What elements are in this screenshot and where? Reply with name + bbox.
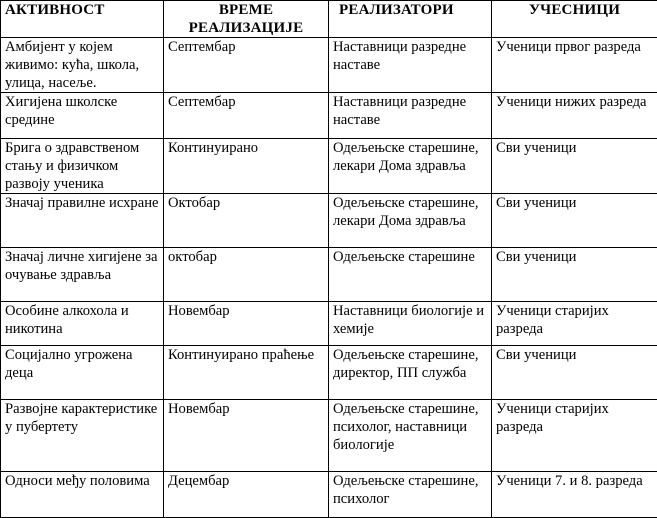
cell-implementers: Наставници биологије и хемије (329, 302, 492, 346)
header-participants: УЧЕСНИЦИ (492, 1, 657, 38)
cell-implementers: Одељењске старешине, психолог, наставници биологије (329, 400, 492, 472)
cell-implementers: Одељењске старешине, лекари Дома здравља (329, 194, 492, 248)
header-time: ВРЕМЕ РЕАЛИЗАЦИЈЕ (164, 1, 329, 38)
table-row (1, 139, 657, 194)
header-implementers: РЕАЛИЗАТОРИ (329, 1, 492, 38)
cell-implementers: Наставници разредне наставе (329, 93, 492, 139)
cell-participants: Сви ученици (492, 248, 657, 302)
cell-participants: Ученици нижих разреда (492, 93, 657, 139)
cell-time: Континуирано (164, 139, 329, 194)
table-row (1, 302, 657, 346)
cell-participants: Сви ученици (492, 139, 657, 194)
cell-time: Септембар (164, 38, 329, 93)
cell-activity: Хигијена школске средине (1, 93, 164, 139)
cell-participants: Сви ученици (492, 346, 657, 400)
cell-time: Децембар (164, 472, 329, 518)
cell-activity: Развојне карактеристике у пубертету (1, 400, 164, 472)
cell-implementers: Одељењске старешине, директор, ПП служба (329, 346, 492, 400)
cell-time: Октобар (164, 194, 329, 248)
cell-participants: Ученици првог разреда (492, 38, 657, 93)
table-row (1, 93, 657, 139)
cell-participants: Ученици старијих разреда (492, 400, 657, 472)
cell-activity: Особине алкохола и никотина (1, 302, 164, 346)
cell-time: Септембар (164, 93, 329, 139)
cell-time: Новембар (164, 400, 329, 472)
cell-activity: Социјално угрожена деца (1, 346, 164, 400)
cell-implementers: Одељењске старешине, психолог (329, 472, 492, 518)
table-body (1, 38, 657, 518)
cell-activity: Односи међу половима (1, 472, 164, 518)
table-row (1, 472, 657, 518)
cell-implementers: Наставници разредне наставе (329, 38, 492, 93)
header-activity: АКТИВНОСТ (1, 1, 164, 38)
cell-implementers: Одељењске старешине, лекари Дома здравља (329, 139, 492, 194)
table-header-row (1, 1, 657, 38)
cell-implementers: Одељењске старешине (329, 248, 492, 302)
cell-activity: Брига о здравственом стању и физичком развоју ученика (1, 139, 164, 194)
cell-activity: Амбијент у којем живимо: кућа, школа, улица, насеље. (1, 38, 164, 93)
cell-time: Новембар (164, 302, 329, 346)
cell-activity: Значај личне хигијене за очување здравља (1, 248, 164, 302)
cell-participants: Ученици старијих разреда (492, 302, 657, 346)
cell-time: октобар (164, 248, 329, 302)
table-row (1, 194, 657, 248)
table-row (1, 346, 657, 400)
cell-participants: Ученици 7. и 8. разреда (492, 472, 657, 518)
table-row (1, 248, 657, 302)
table-row (1, 38, 657, 93)
cell-time: Континуирано праћење (164, 346, 329, 400)
table-row (1, 400, 657, 472)
cell-participants: Сви ученици (492, 194, 657, 248)
cell-activity: Значај правилне исхране (1, 194, 164, 248)
